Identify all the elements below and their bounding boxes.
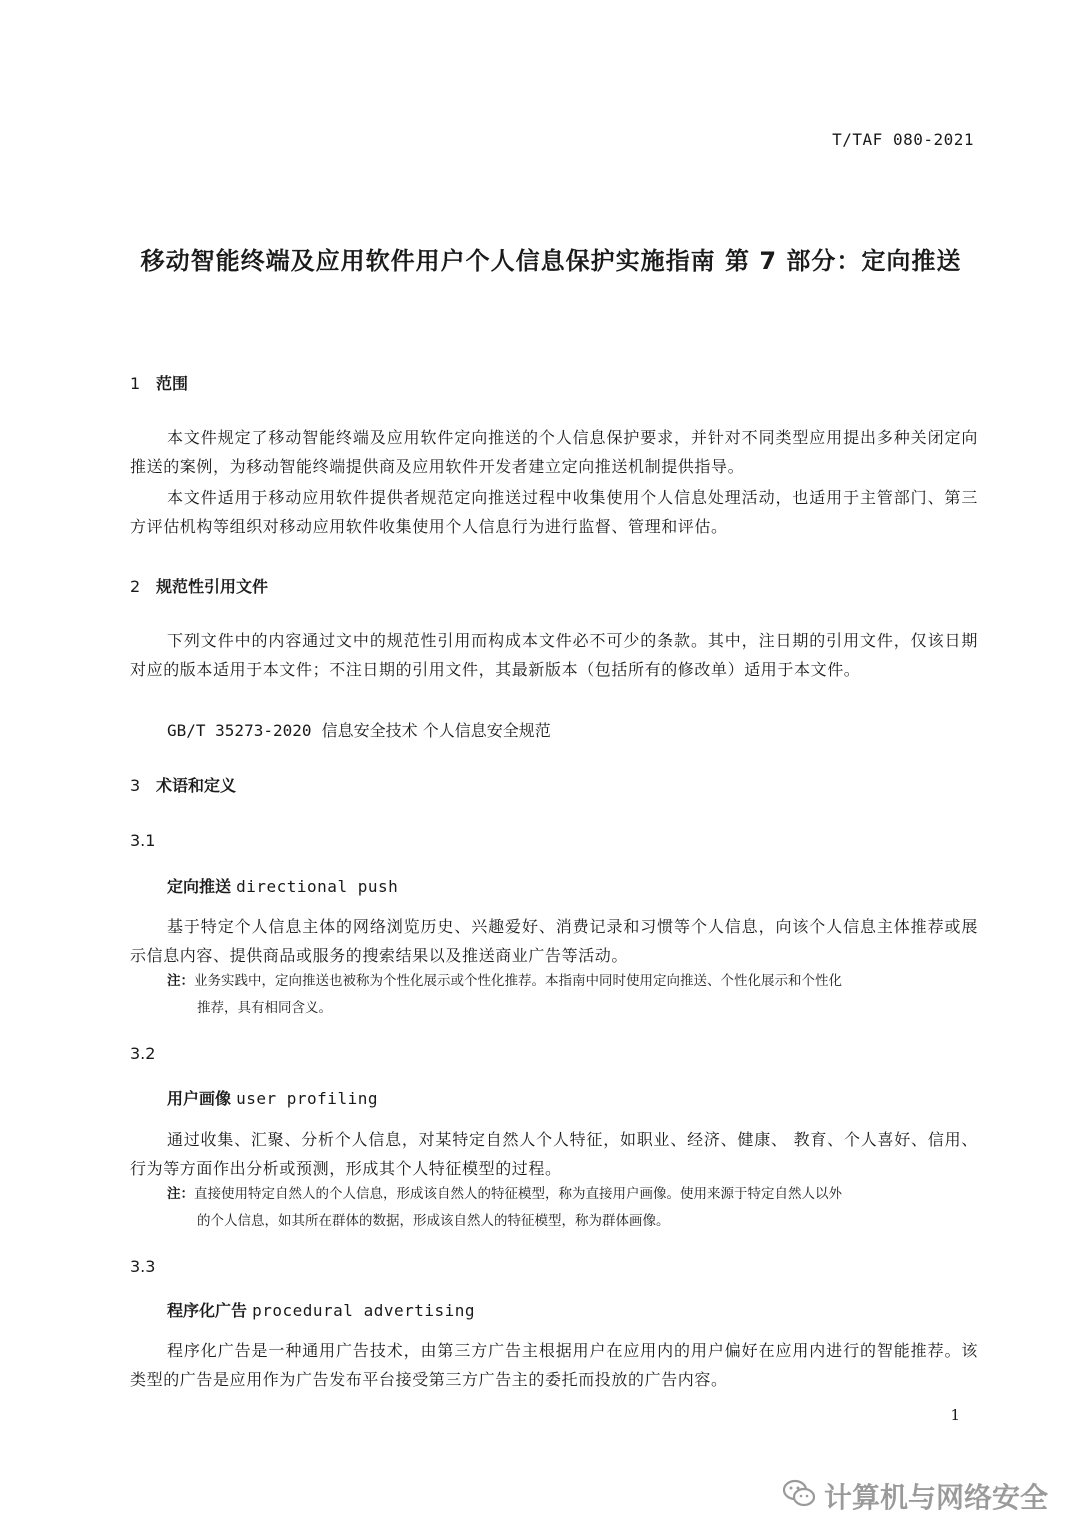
note-text: 推荐，具有相同含义。 [197,1000,332,1016]
term-chinese: 用户画像 [167,1089,232,1108]
reference-entry [167,718,551,741]
document-title: 移动智能终端及应用软件用户个人信息保护实施指南 第 7 部分：定向推送 [140,247,962,275]
paragraph: 本文件规定了移动智能终端及应用软件定向推送的个人信息保护要求，并针对不同类型应用提出多种关闭定向推送的案例，为移动智能终端提供商及应用软件开发者建立定向推送机制提供指导。 [130,428,978,476]
section-heading-scope [130,371,188,394]
section-heading-terms [130,773,236,796]
section-number: 2 [130,577,141,596]
term-definition: 通过收集、汇聚、分析个人信息，对某特定自然人个人特征，如职业、经济、健康、 教育、个人喜好、信用、行为等方面作出分析或预测，形成其个人特征模型的过程。 [130,1130,978,1178]
note-text: 的个人信息，如其所在群体的数据，形成该自然人的特征模型，称为群体画像。 [197,1213,670,1229]
term-note [167,968,978,1022]
note-label: 注： [167,973,194,989]
section-title: 规范性引用文件 [156,577,269,596]
watermark [782,1476,1048,1516]
watermark-text: 计算机与网络安全 [823,1481,1048,1514]
term-chinese: 定向推送 [167,877,232,896]
wechat-icon [782,1478,816,1515]
section-title: 范围 [156,374,189,393]
term-number: 3.2 [130,1044,156,1063]
note-label: 注： [167,1186,194,1202]
term-english: directional push [236,877,399,896]
term-chinese: 程序化广告 [167,1301,248,1320]
page-number: 1 [950,1406,960,1424]
reference-code: GB/T 35273-2020 [167,721,312,740]
term-number: 3.3 [130,1257,156,1276]
section-title: 术语和定义 [156,776,237,795]
paragraph: 下列文件中的内容通过文中的规范性引用而构成本文件必不可少的条款。其中，注日期的引用文件，仅该日期对应的版本适用于本文件；不注日期的引用文件，其最新版本（包括所有的修改单）适用于本文件。 [130,631,978,679]
term-definition: 程序化广告是一种通用广告技术，由第三方广告主根据用户在应用内的用户偏好在应用内进行的智能推荐。该类型的广告是应用作为广告发布平台接受第三方广告主的委托而投放的广告内容。 [130,1341,978,1389]
section-number: 3 [130,776,141,795]
term-english: procedural advertising [252,1301,476,1320]
doc-number: T/TAF 080-2021 [832,130,974,149]
paragraph: 本文件适用于移动应用软件提供者规范定向推送过程中收集使用个人信息处理活动，也适用于主管部门、第三方评估机构等组织对移动应用软件收集使用个人信息行为进行监督、管理和评估。 [130,488,978,536]
term-english: user profiling [236,1089,378,1108]
term-entry [167,1298,475,1321]
reference-title: 信息安全技术 个人信息安全规范 [321,721,551,740]
note-text: 直接使用特定自然人的个人信息，形成该自然人的特征模型，称为直接用户画像。使用来源于特定自然人以外 [194,1186,842,1202]
term-definition: 基于特定个人信息主体的网络浏览历史、兴趣爱好、消费记录和习惯等个人信息，向该个人信息主体推荐或展示信息内容、提供商品或服务的搜索结果以及推送商业广告等活动。 [130,917,978,965]
term-number: 3.1 [130,831,156,850]
term-entry [167,874,398,897]
section-heading-normative-references [130,574,268,597]
note-text: 业务实践中，定向推送也被称为个性化展示或个性化推荐。本指南中同时使用定向推送、个性化展示和个性化 [194,973,842,989]
term-note [167,1181,978,1235]
section-number: 1 [130,374,141,393]
term-entry [167,1086,378,1109]
